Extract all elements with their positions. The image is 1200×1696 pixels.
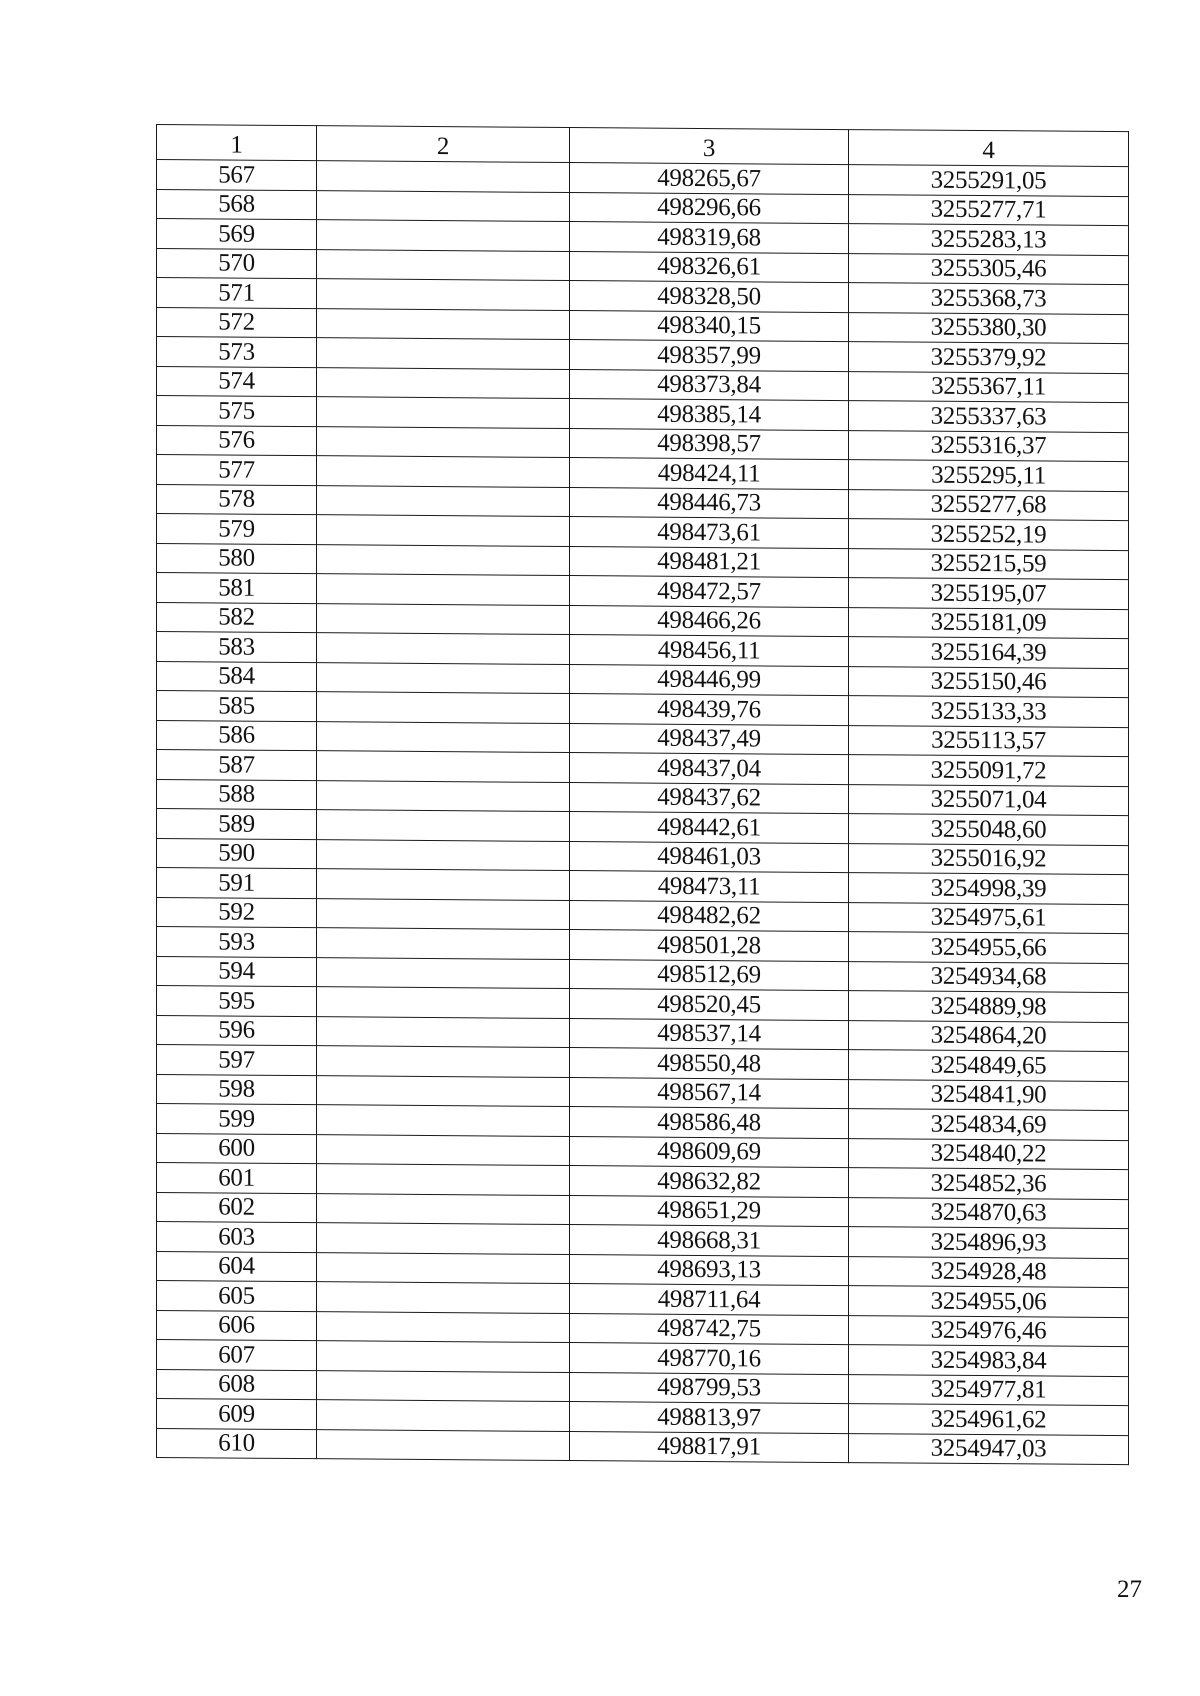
description-cell — [317, 692, 570, 723]
point-number-cell: 578 — [157, 484, 317, 515]
description-cell — [317, 1105, 570, 1136]
point-number-cell: 577 — [157, 455, 317, 486]
description-cell — [317, 544, 570, 575]
description-cell — [317, 603, 570, 634]
description-cell — [317, 810, 570, 841]
x-coordinate-cell: 498437,49 — [570, 723, 849, 755]
x-coordinate-cell: 498437,04 — [570, 753, 849, 785]
x-coordinate-cell: 498466,26 — [570, 605, 849, 637]
y-coordinate-cell: 3255367,11 — [849, 371, 1129, 403]
description-cell — [317, 1341, 570, 1372]
y-coordinate-cell: 3254998,39 — [849, 873, 1129, 905]
y-coordinate-cell: 3255091,72 — [849, 755, 1129, 787]
y-coordinate-cell: 3254864,20 — [849, 1020, 1129, 1052]
x-coordinate-cell: 498442,61 — [570, 812, 849, 844]
y-coordinate-cell: 3255305,46 — [849, 253, 1129, 285]
y-coordinate-cell: 3254934,68 — [849, 961, 1129, 993]
y-coordinate-cell: 3254852,36 — [849, 1168, 1129, 1200]
description-cell — [317, 1016, 570, 1047]
point-number-cell: 595 — [157, 986, 317, 1017]
point-number-cell: 601 — [157, 1163, 317, 1194]
y-coordinate-cell: 3255337,63 — [849, 401, 1129, 433]
description-cell — [317, 190, 570, 221]
description-cell — [317, 515, 570, 546]
x-coordinate-cell: 498340,15 — [570, 310, 849, 342]
point-number-cell: 606 — [157, 1310, 317, 1341]
y-coordinate-cell: 3254947,03 — [849, 1433, 1129, 1465]
point-number-cell: 579 — [157, 514, 317, 545]
x-coordinate-cell: 498501,28 — [570, 930, 849, 962]
y-coordinate-cell: 3255071,04 — [849, 784, 1129, 816]
description-cell — [317, 1046, 570, 1077]
point-number-cell: 583 — [157, 632, 317, 663]
y-coordinate-cell: 3255113,57 — [849, 725, 1129, 757]
point-number-cell: 573 — [157, 337, 317, 368]
x-coordinate-cell: 498668,31 — [570, 1225, 849, 1257]
x-coordinate-cell: 498357,99 — [570, 340, 849, 372]
description-cell — [317, 249, 570, 280]
description-cell — [317, 780, 570, 811]
description-cell — [317, 1370, 570, 1401]
x-coordinate-cell: 498319,68 — [570, 222, 849, 254]
x-coordinate-cell: 498632,82 — [570, 1166, 849, 1198]
description-cell — [317, 928, 570, 959]
description-cell — [317, 839, 570, 870]
page-number: 27 — [1117, 1576, 1142, 1603]
y-coordinate-cell: 3255164,39 — [849, 637, 1129, 669]
y-coordinate-cell: 3255195,07 — [849, 578, 1129, 610]
point-number-cell: 598 — [157, 1074, 317, 1105]
y-coordinate-cell: 3254928,48 — [849, 1256, 1129, 1288]
x-coordinate-cell: 498693,13 — [570, 1254, 849, 1286]
point-number-cell: 592 — [157, 897, 317, 928]
y-coordinate-cell: 3254975,61 — [849, 902, 1129, 934]
x-coordinate-cell: 498326,61 — [570, 251, 849, 283]
x-coordinate-cell: 498296,66 — [570, 192, 849, 224]
header-cell-4: 4 — [849, 130, 1129, 167]
x-coordinate-cell: 498437,62 — [570, 782, 849, 814]
description-cell — [317, 367, 570, 398]
y-coordinate-cell: 3254834,69 — [849, 1109, 1129, 1141]
description-cell — [317, 1282, 570, 1313]
x-coordinate-cell: 498711,64 — [570, 1284, 849, 1316]
point-number-cell: 607 — [157, 1340, 317, 1371]
description-cell — [317, 1134, 570, 1165]
point-number-cell: 571 — [157, 278, 317, 309]
point-number-cell: 574 — [157, 366, 317, 397]
y-coordinate-cell: 3255215,59 — [849, 548, 1129, 580]
x-coordinate-cell: 498446,73 — [570, 487, 849, 519]
x-coordinate-cell: 498473,61 — [570, 517, 849, 549]
y-coordinate-cell: 3255133,33 — [849, 696, 1129, 728]
description-cell — [317, 161, 570, 192]
x-coordinate-cell: 498550,48 — [570, 1048, 849, 1080]
point-number-cell: 597 — [157, 1045, 317, 1076]
x-coordinate-cell: 498472,57 — [570, 576, 849, 608]
description-cell — [317, 633, 570, 664]
x-coordinate-cell: 498567,14 — [570, 1077, 849, 1109]
point-number-cell: 590 — [157, 838, 317, 869]
point-number-cell: 587 — [157, 750, 317, 781]
description-cell — [317, 1429, 570, 1460]
y-coordinate-cell: 3254983,84 — [849, 1345, 1129, 1377]
y-coordinate-cell: 3255295,11 — [849, 460, 1129, 492]
point-number-cell: 575 — [157, 396, 317, 427]
point-number-cell: 580 — [157, 543, 317, 574]
y-coordinate-cell: 3255016,92 — [849, 843, 1129, 875]
x-coordinate-cell: 498799,53 — [570, 1372, 849, 1404]
point-number-cell: 589 — [157, 809, 317, 840]
y-coordinate-cell: 3255380,30 — [849, 312, 1129, 344]
description-cell — [317, 1075, 570, 1106]
description-cell — [317, 279, 570, 310]
x-coordinate-cell: 498770,16 — [570, 1343, 849, 1375]
x-coordinate-cell: 498265,67 — [570, 163, 849, 195]
y-coordinate-cell: 3255277,71 — [849, 194, 1129, 226]
x-coordinate-cell: 498461,03 — [570, 841, 849, 873]
coordinates-table — [156, 124, 1129, 1465]
description-cell — [317, 898, 570, 929]
description-cell — [317, 987, 570, 1018]
x-coordinate-cell: 498651,29 — [570, 1195, 849, 1227]
point-number-cell: 604 — [157, 1251, 317, 1282]
point-number-cell: 570 — [157, 248, 317, 279]
description-cell — [317, 751, 570, 782]
x-coordinate-cell: 498586,48 — [570, 1107, 849, 1139]
point-number-cell: 591 — [157, 868, 317, 899]
x-coordinate-cell: 498398,57 — [570, 428, 849, 460]
y-coordinate-cell: 3254977,81 — [849, 1374, 1129, 1406]
description-cell — [317, 397, 570, 428]
y-coordinate-cell: 3255277,68 — [849, 489, 1129, 521]
point-number-cell: 593 — [157, 927, 317, 958]
point-number-cell: 600 — [157, 1133, 317, 1164]
description-cell — [317, 1400, 570, 1431]
y-coordinate-cell: 3254976,46 — [849, 1315, 1129, 1347]
point-number-cell: 596 — [157, 1015, 317, 1046]
header-cell-1: 1 — [157, 125, 317, 161]
y-coordinate-cell: 3255379,92 — [849, 342, 1129, 374]
y-coordinate-cell: 3254955,06 — [849, 1286, 1129, 1318]
point-number-cell: 586 — [157, 720, 317, 751]
description-cell — [317, 456, 570, 487]
point-number-cell: 603 — [157, 1222, 317, 1253]
y-coordinate-cell: 3254841,90 — [849, 1079, 1129, 1111]
y-coordinate-cell: 3255150,46 — [849, 666, 1129, 698]
description-cell — [317, 338, 570, 369]
point-number-cell: 610 — [157, 1428, 317, 1459]
point-number-cell: 599 — [157, 1104, 317, 1135]
y-coordinate-cell: 3255316,37 — [849, 430, 1129, 462]
point-number-cell: 568 — [157, 189, 317, 220]
y-coordinate-cell: 3254896,93 — [849, 1227, 1129, 1259]
description-cell — [317, 574, 570, 605]
x-coordinate-cell: 498328,50 — [570, 281, 849, 313]
x-coordinate-cell: 498439,76 — [570, 694, 849, 726]
x-coordinate-cell: 498512,69 — [570, 959, 849, 991]
description-cell — [317, 721, 570, 752]
y-coordinate-cell: 3255283,13 — [849, 224, 1129, 256]
description-cell — [317, 869, 570, 900]
y-coordinate-cell: 3254870,63 — [849, 1197, 1129, 1229]
y-coordinate-cell: 3255252,19 — [849, 519, 1129, 551]
table-body — [157, 160, 1129, 1465]
point-number-cell: 569 — [157, 219, 317, 250]
x-coordinate-cell: 498482,62 — [570, 900, 849, 932]
point-number-cell: 572 — [157, 307, 317, 338]
x-coordinate-cell: 498813,97 — [570, 1402, 849, 1434]
y-coordinate-cell: 3254840,22 — [849, 1138, 1129, 1170]
description-cell — [317, 220, 570, 251]
y-coordinate-cell: 3254955,66 — [849, 932, 1129, 964]
x-coordinate-cell: 498473,11 — [570, 871, 849, 903]
x-coordinate-cell: 498817,91 — [570, 1431, 849, 1463]
description-cell — [317, 485, 570, 516]
y-coordinate-cell: 3254961,62 — [849, 1404, 1129, 1436]
description-cell — [317, 1164, 570, 1195]
point-number-cell: 567 — [157, 160, 317, 191]
point-number-cell: 588 — [157, 779, 317, 810]
x-coordinate-cell: 498481,21 — [570, 546, 849, 578]
description-cell — [317, 1252, 570, 1283]
point-number-cell: 608 — [157, 1369, 317, 1400]
header-cell-2: 2 — [317, 126, 570, 163]
x-coordinate-cell: 498537,14 — [570, 1018, 849, 1050]
point-number-cell: 609 — [157, 1399, 317, 1430]
x-coordinate-cell: 498456,11 — [570, 635, 849, 667]
point-number-cell: 584 — [157, 661, 317, 692]
point-number-cell: 581 — [157, 573, 317, 604]
point-number-cell: 585 — [157, 691, 317, 722]
y-coordinate-cell: 3255368,73 — [849, 283, 1129, 315]
x-coordinate-cell: 498385,14 — [570, 399, 849, 431]
header-cell-3: 3 — [570, 128, 849, 165]
x-coordinate-cell: 498446,99 — [570, 664, 849, 696]
description-cell — [317, 1311, 570, 1342]
y-coordinate-cell: 3255181,09 — [849, 607, 1129, 639]
description-cell — [317, 426, 570, 457]
y-coordinate-cell: 3255048,60 — [849, 814, 1129, 846]
point-number-cell: 605 — [157, 1281, 317, 1312]
y-coordinate-cell: 3255291,05 — [849, 165, 1129, 197]
description-cell — [317, 308, 570, 339]
y-coordinate-cell: 3254889,98 — [849, 991, 1129, 1023]
x-coordinate-cell: 498742,75 — [570, 1313, 849, 1345]
description-cell — [317, 1223, 570, 1254]
description-cell — [317, 662, 570, 693]
x-coordinate-cell: 498373,84 — [570, 369, 849, 401]
x-coordinate-cell: 498424,11 — [570, 458, 849, 490]
point-number-cell: 576 — [157, 425, 317, 456]
description-cell — [317, 957, 570, 988]
point-number-cell: 602 — [157, 1192, 317, 1223]
point-number-cell: 582 — [157, 602, 317, 633]
description-cell — [317, 1193, 570, 1224]
x-coordinate-cell: 498520,45 — [570, 989, 849, 1021]
x-coordinate-cell: 498609,69 — [570, 1136, 849, 1168]
point-number-cell: 594 — [157, 956, 317, 987]
y-coordinate-cell: 3254849,65 — [849, 1050, 1129, 1082]
